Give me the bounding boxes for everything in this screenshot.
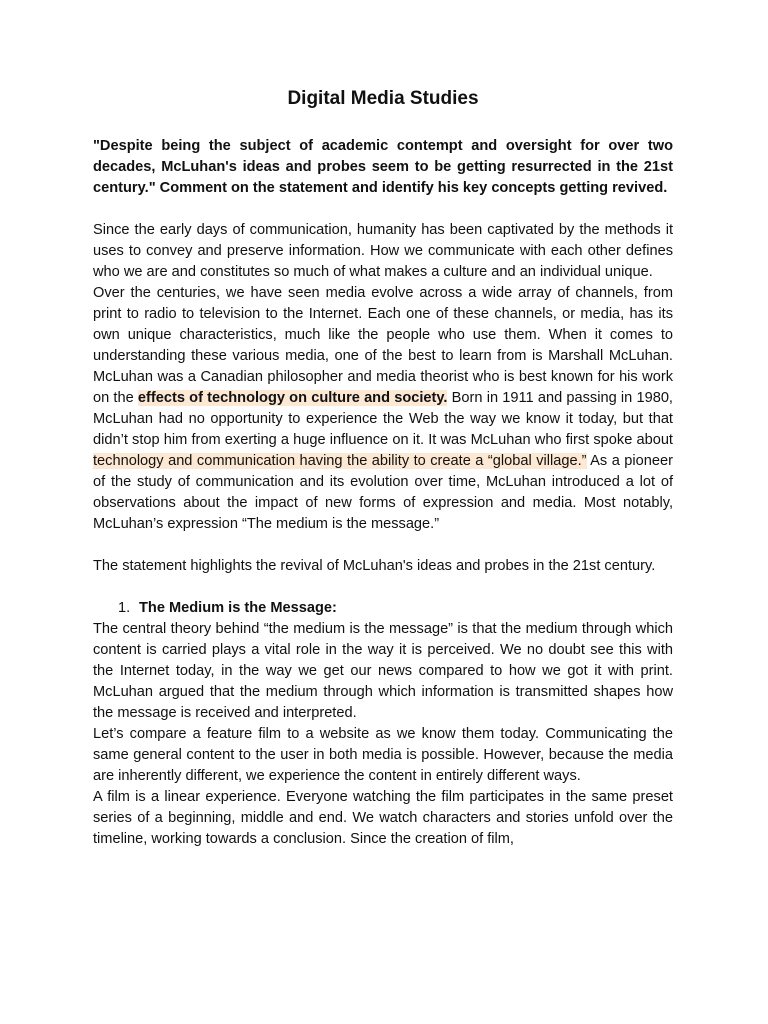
intro-p2-text-a: Over the centuries, we have seen media evolve across a wide array of channels, from print to radio to television to the Internet. Each one of these channels, or media, has its own unique characteristics, much like the people who use them. When it comes to understanding these various media, one of the best to learn from is Marshall McLuhan. McLuhan was a Canadian philosopher and media theorist who is best known for his work on the xyxy=(93,285,673,406)
intro-p2-text-c: As a pioneer of the study of communication and its evolution over time, McLuhan introduced a lot of observations about the impact of new forms of expression and media. Most notably, McLuhan’s expression “The medium is the message.” xyxy=(93,453,673,532)
list-item-number: 1. xyxy=(118,600,131,616)
intro-paragraph-2 xyxy=(93,283,673,535)
statement-paragraph: The statement highlights the revival of McLuhan's ideas and probes in the 21st century. xyxy=(93,558,656,574)
paragraph-gap xyxy=(93,535,673,556)
intro-p2-text-b: Born in 1911 and passing in 1980, McLuhan had no opportunity to experience the Web the way we know it today, but that didn’t stop him from exerting a huge influence on it. It was McLuhan who first spoke about xyxy=(93,390,673,448)
highlight-effects-of-technology: effects of technology on culture and society. xyxy=(137,390,448,406)
body-paragraph-2: Let’s compare a feature film to a website as we know them today. Communicating the same general content to the user in both media is possible. However, because the media are inherently different, we experience the content in entirely different ways. xyxy=(93,726,673,784)
document-title: Digital Media Studies xyxy=(287,88,479,109)
highlight-global-village: technology and communication having the ability to create a “global village.” xyxy=(93,453,587,469)
intro-paragraph-1: Since the early days of communication, humanity has been captivated by the methods it uses to convey and preserve information. How we communicate with each other defines who we are and constitutes so much of what makes a culture and an individual unique. xyxy=(93,222,673,280)
list-item-heading: The Medium is the Message: xyxy=(139,600,337,616)
body-paragraph-1: The central theory behind “the medium is the message” is that the medium through which content is carried plays a vital role in the way it is perceived. We no doubt see this with the Internet today, in the way we get our news compared to how we got it with print. McLuhan argued that the medium through which information is transmitted shapes how the message is received and interpreted. xyxy=(93,621,673,721)
list-item-medium-is-message xyxy=(93,598,673,619)
body-paragraph-3: A film is a linear experience. Everyone watching the film participates in the same preset series of a beginning, middle and end. We watch characters and stories unfold over the timeline, working towards a conclusion. Since the creation of film, xyxy=(93,789,673,847)
paragraph-gap xyxy=(93,199,673,220)
paragraph-gap xyxy=(93,577,673,598)
essay-question: "Despite being the subject of academic contempt and oversight for over two decades, McLuhan's ideas and probes seem to be getting resurrected in the 21st century." Comment on the statement and identify his key concepts getting revived. xyxy=(93,138,673,196)
document-page xyxy=(93,84,673,850)
